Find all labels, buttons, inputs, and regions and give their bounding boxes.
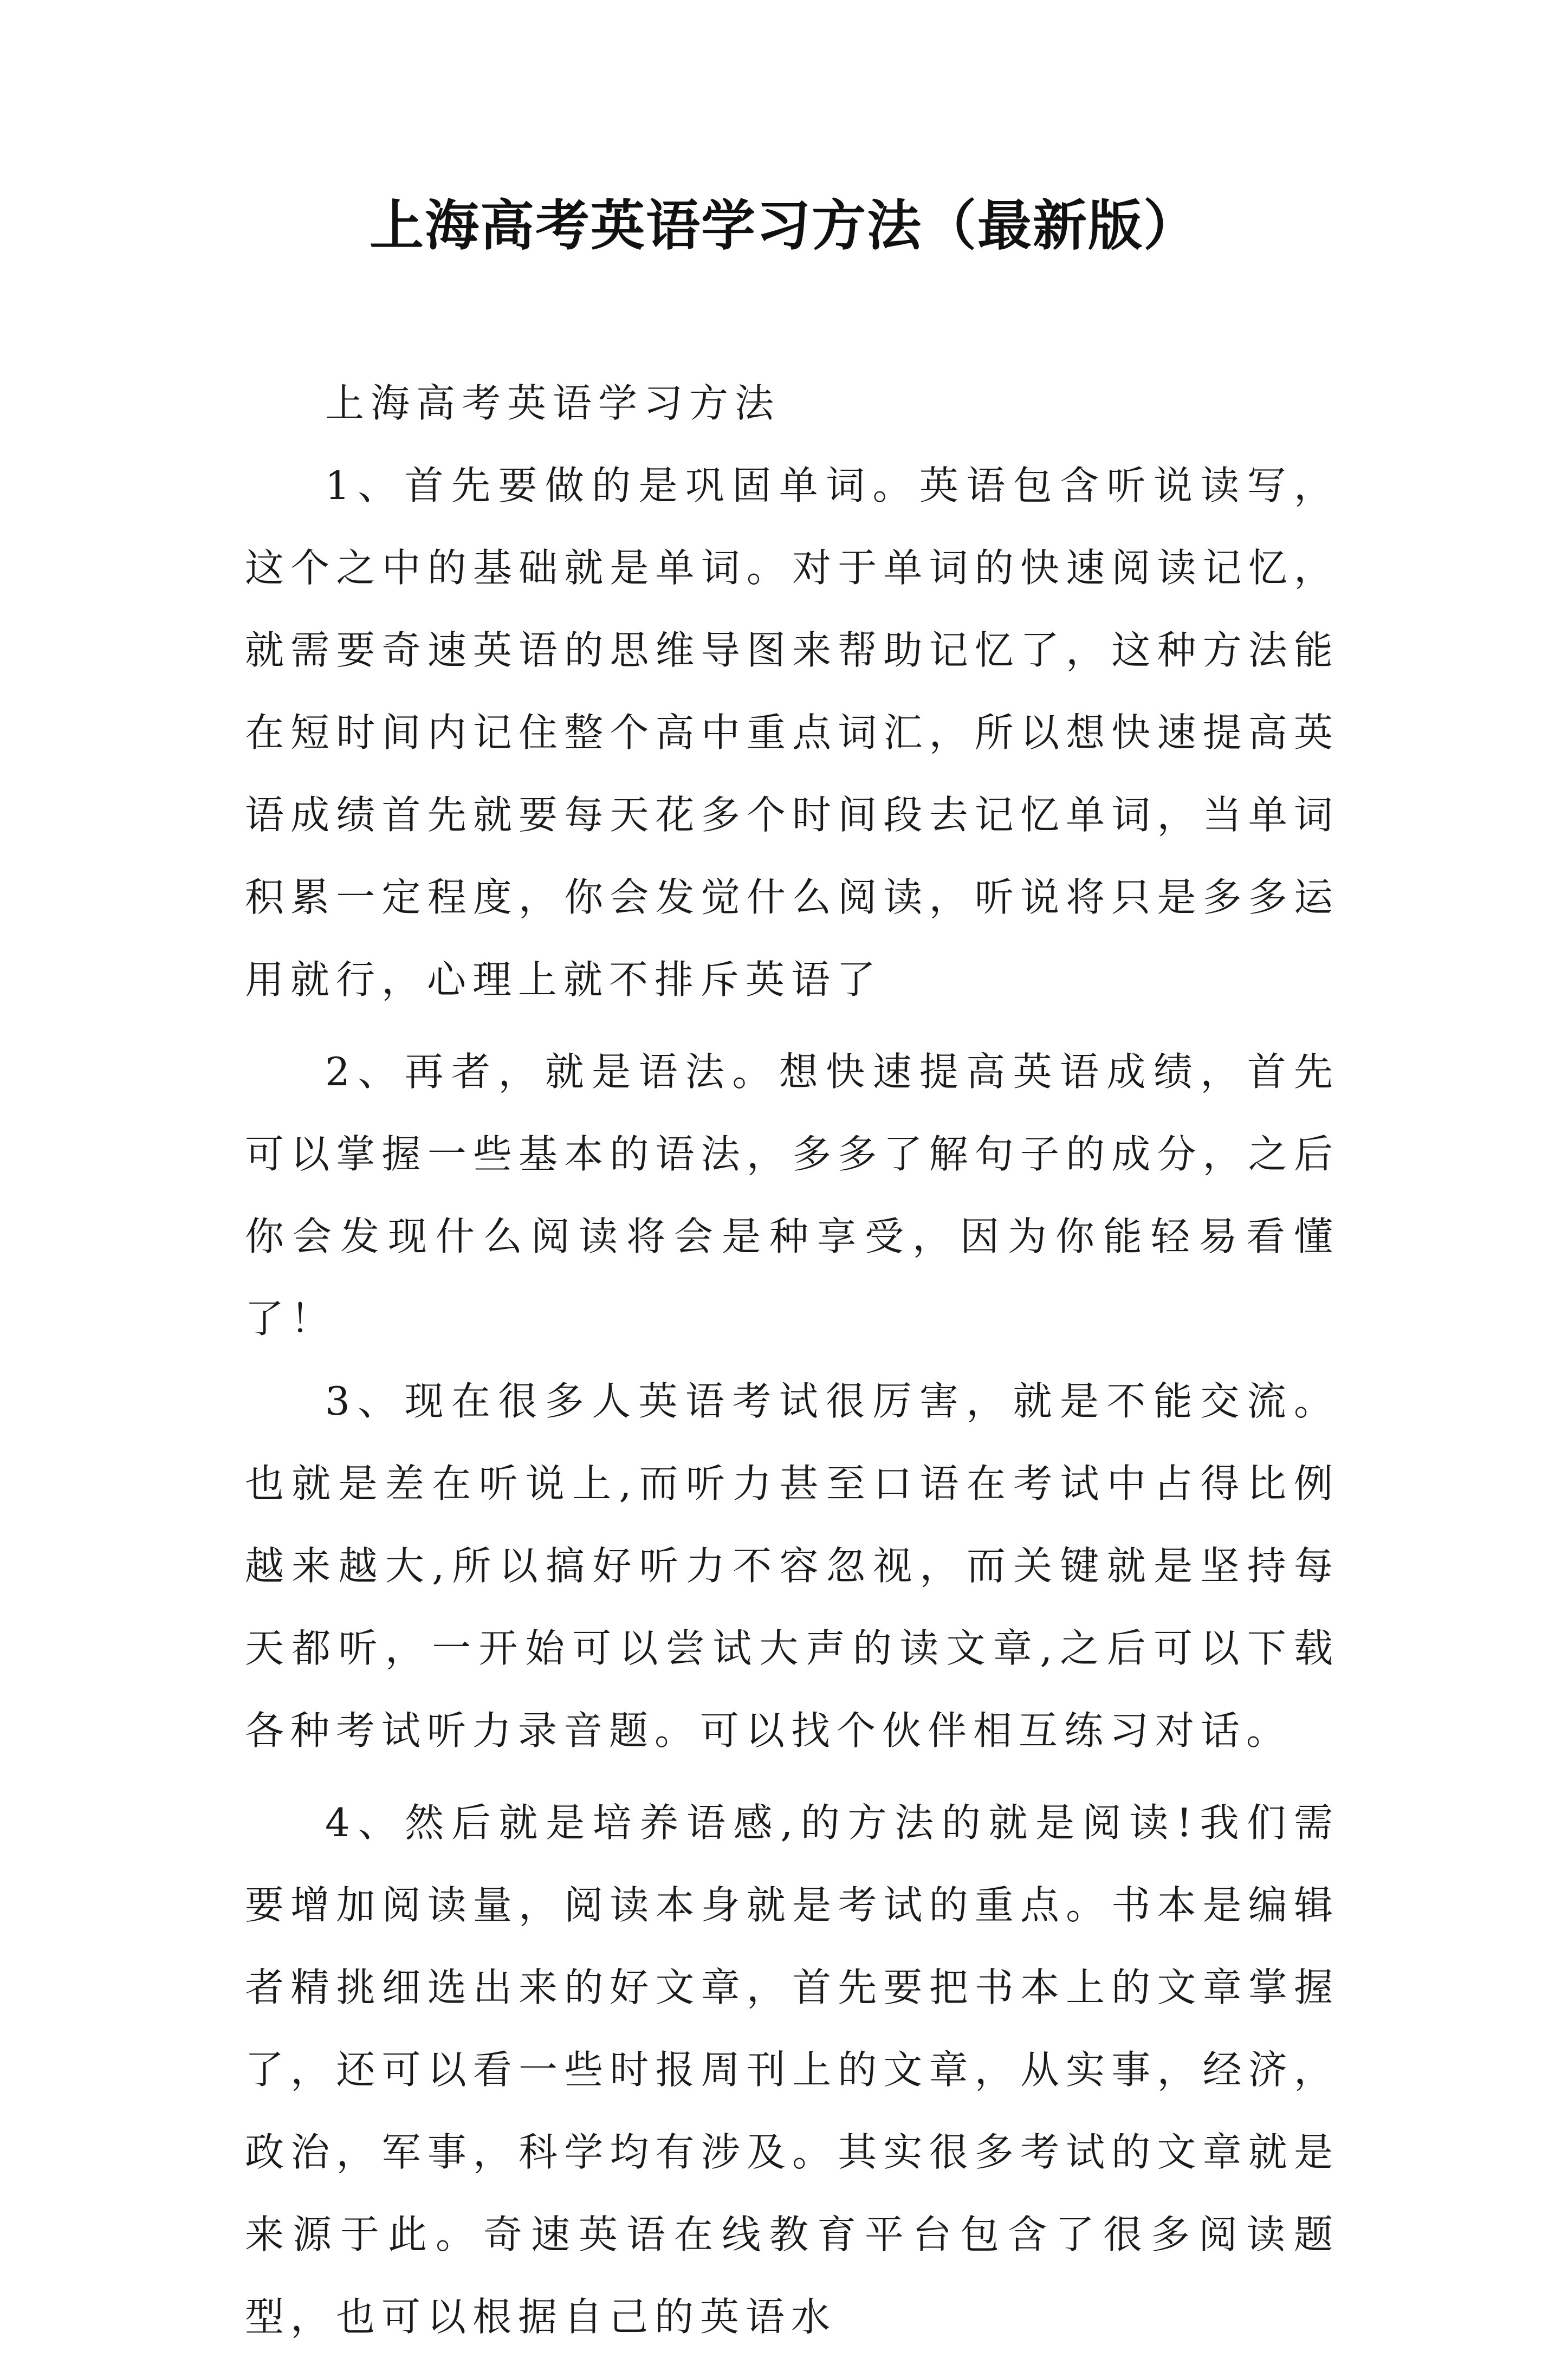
document-body <box>245 362 1339 2358</box>
paragraph-gap <box>245 1021 1339 1031</box>
paragraph-1: 1、首先要做的是巩固单词。英语包含听说读写，这个之中的基础就是单词。对于单词的快速阅读记忆，就需要奇速英语的思维导图来帮助记忆了，这种方法能在短时间内记住整个高中重点词汇，所以想快速提高英语成绩首先就要每天花多个时间段去记忆单词，当单词积累一定程度，你会发觉什么阅读，听说将只是多多运用就行，心理上就不排斥英语了 <box>245 463 1339 1002</box>
paragraph-gap <box>245 1772 1339 1782</box>
document-subtitle: 上海高考英语学习方法 <box>325 380 781 426</box>
paragraph-4: 4、然后就是培养语感,的方法的就是阅读!我们需要增加阅读量，阅读本身就是考试的重点。书本是编辑者精挑细选出来的好文章，首先要把书本上的文章掌握了，还可以看一些时报周刊上的文章，从实事，经济，政治，军事，科学均有涉及。其实很多考试的文章就是来源于此。奇速英语在线教育平台包含了很多阅读题型，也可以根据自己的英语水 <box>245 1800 1339 2340</box>
paragraph-2: 2、再者，就是语法。想快速提高英语成绩，首先可以掌握一些基本的语法，多多了解句子的成分，之后你会发现什么阅读将会是种享受，因为你能轻易看懂了！ <box>245 1049 1339 1342</box>
paragraph-3: 3、现在很多人英语考试很厉害，就是不能交流。也就是差在听说上,而听力甚至口语在考试中占得比例越来越大,所以搞好听力不容忽视，而关键就是坚持每天都听，一开始可以尝试大声的读文章,之后可以下载各种考试听力录音题。可以找个伙伴相互练习对话。 <box>245 1378 1339 1753</box>
document-title: 上海高考英语学习方法（最新版） <box>370 194 1198 257</box>
